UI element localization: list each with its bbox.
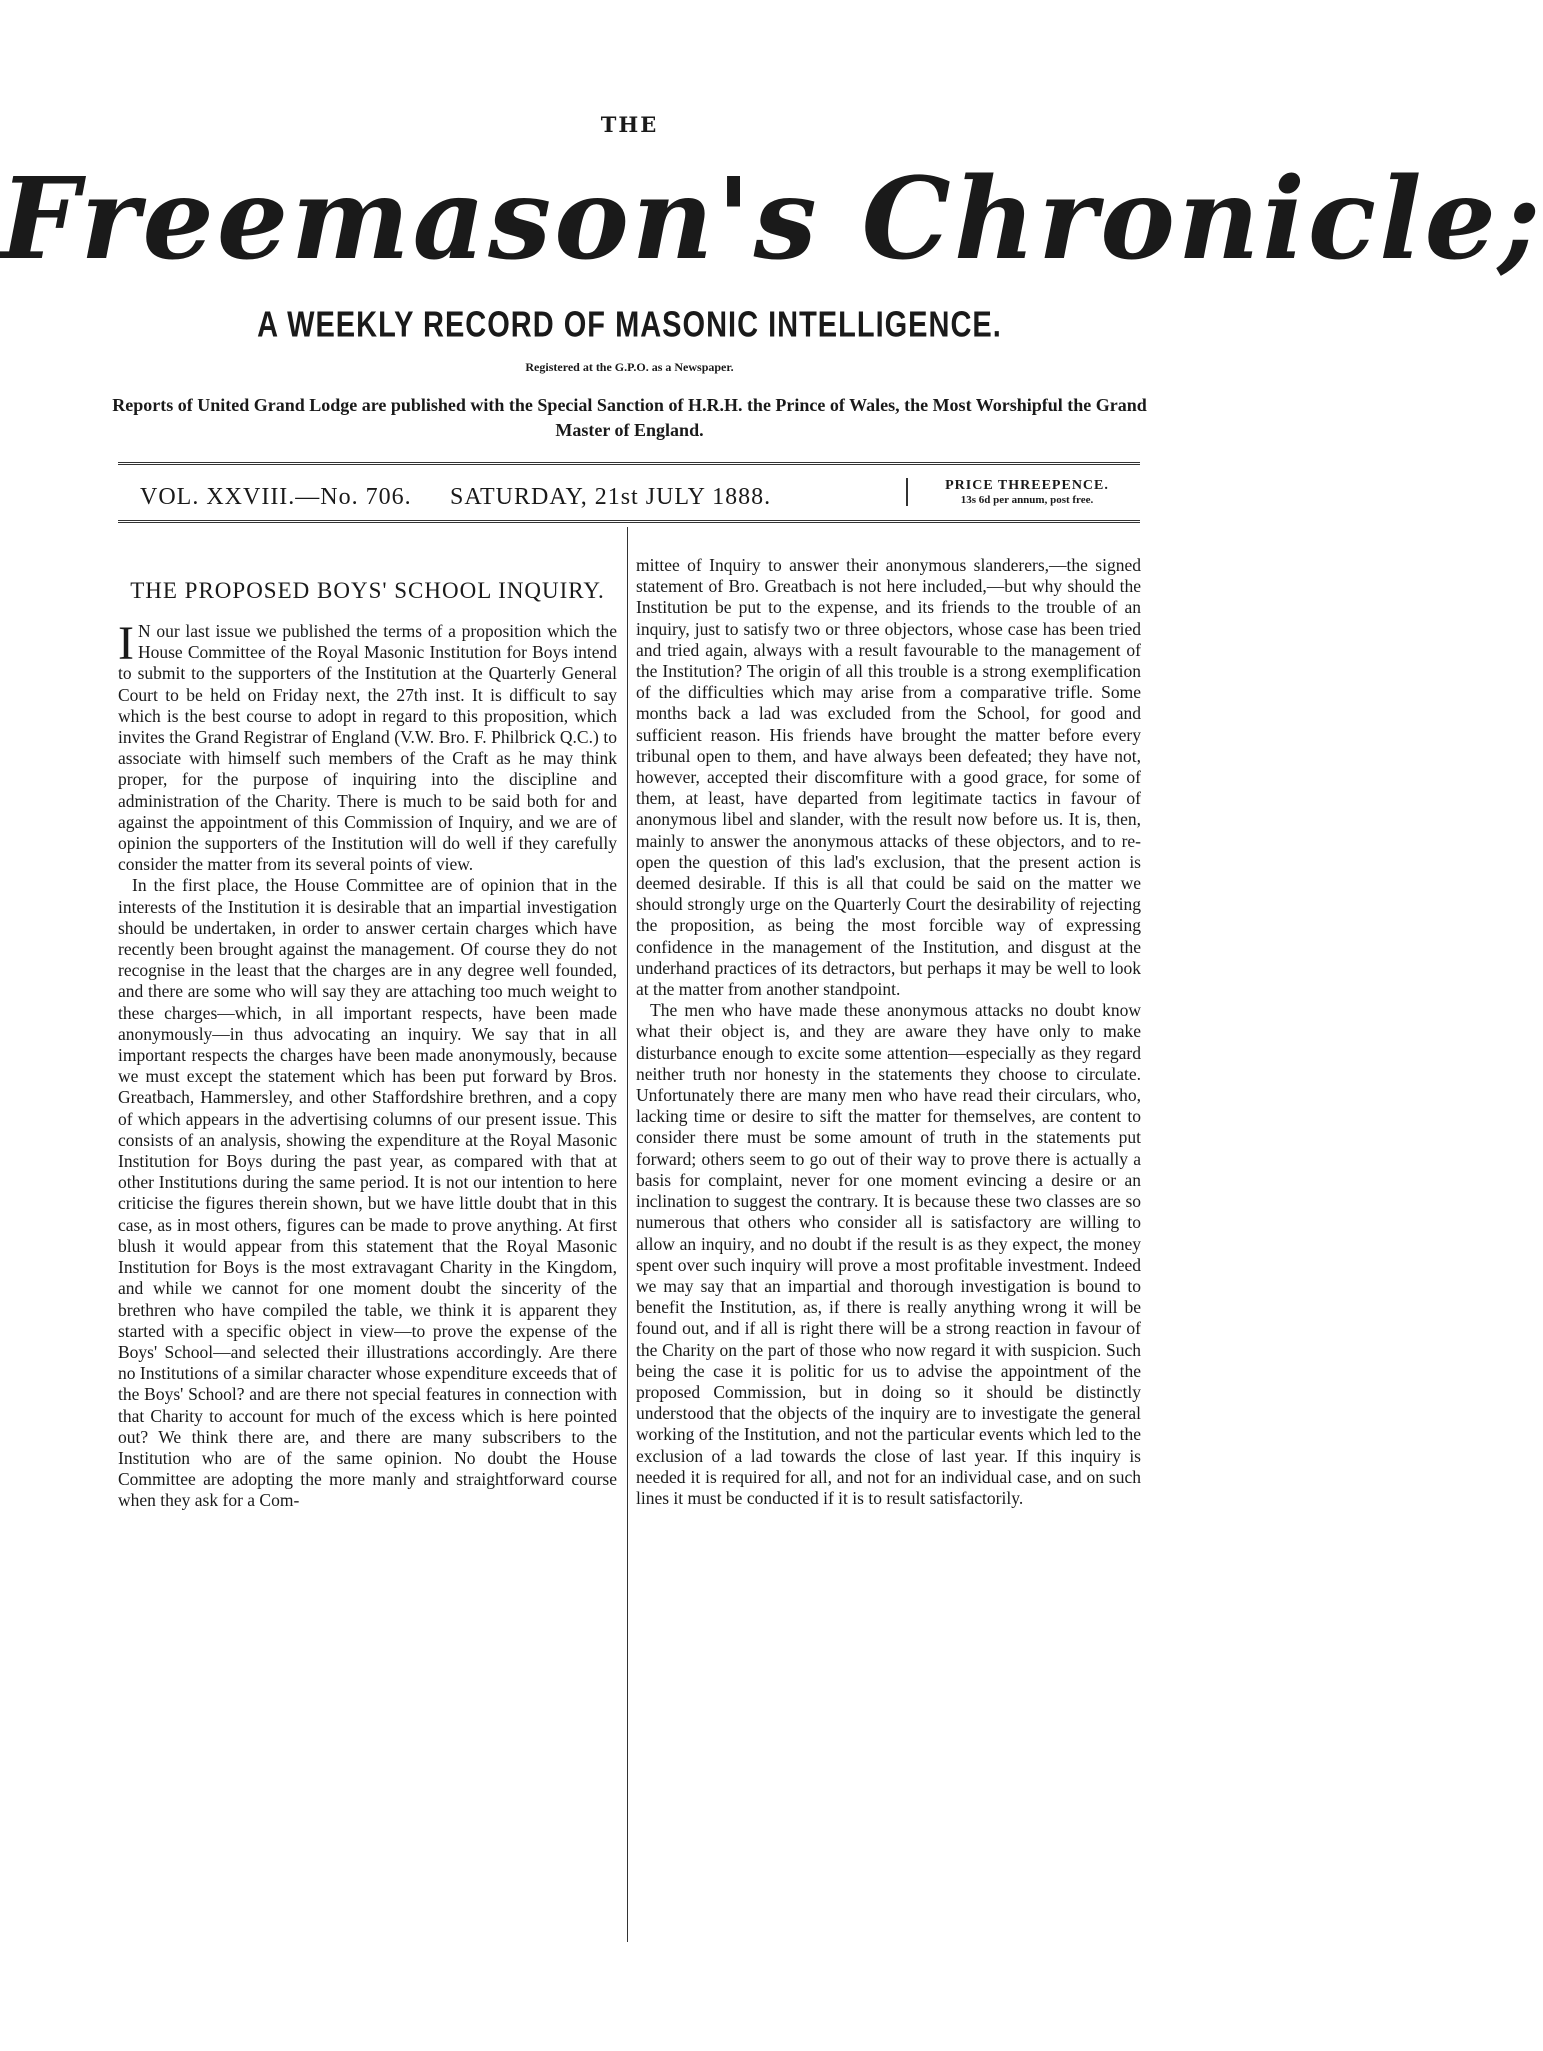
right-column <box>636 555 1141 1509</box>
price-box <box>906 478 1142 506</box>
header-rule-bottom <box>118 520 1140 523</box>
registration-note: Registered at the G.P.O. as a Newspaper. <box>525 360 734 374</box>
article-paragraph: mittee of Inquiry to answer their anonymous slanderers,—the signed statement of Bro. Greatbach is not here included,—but why should the Institution be put to the expense, and its friends to the trouble of an inquiry, just to satisfy two or three objectors, whose case has been tried and tried again, always with a result favourable to the management of the Institution? The origin of all this trouble is a strong exemplification of the difficulties which may arise from a comparative trifle. Some months back a lad was excluded from the School, for good and sufficient reason. His friends have brought the matter before every tribunal open to them, and have always been defeated; they have not, however, accepted their discomfiture with a good grace, for some of them, at least, have departed from legitimate tactics in favour of anonymous libel and slander, with the result now before us. It is, then, mainly to answer the anonymous attacks of these objectors, and to re-open the question of this lad's exclusion, that the present action is deemed desirable. If this is all that could be said on the matter we should strongly urge on the Quarterly Court the desirability of rejecting the proposition, as being the most forcible way of expressing confidence in the management of the Institution, and disgust at the underhand practices of its detractors, but perhaps it may be well to look at the matter from another standpoint. <box>636 555 1141 1000</box>
price-label: PRICE THREEPENCE. <box>945 478 1109 493</box>
drop-cap: I <box>118 617 134 670</box>
article-paragraph: In the first place, the House Committee are of opinion that in the interests of the Institution it is desirable that an impartial investigation should be undertaken, in order to answer certain charges which have recently been brought against the management. Of course they do not recognise in the least that the charges are in any degree well founded, and there are some who will say they are attaching too much weight to these charges—which, in all important respects, have been made anonymously—in thus advocating an inquiry. We say that in all important respects the charges have been made anonymously, because we must except the statement which has been put forward by Bros. Greatbach, Hammersley, and other Staffordshire brethren, and a copy of which appears in the advertising columns of our present issue. This consists of an analysis, showing the expenditure at the Royal Masonic Institution for Boys during the past year, as compared with that at other Institutions during the same period. It is not our intention to here criticise the figures therein shown, but we have little doubt that in this case, as in most others, figures can be made to prove anything. At first blush it would appear from this statement that the Royal Masonic Institution for Boys is the most extravagant Charity in the Kingdom, and while we cannot for one moment doubt the sincerity of the brethren who have compiled the table, we think it is apparent they started with a specific object in view—to prove the expense of the Boys' School—and selected their illustrations accordingly. Are there no Institutions of a similar character whose expenditure exceeds that of the Boys' School? and are there not special features in connection with that Charity to account for much of the excess which is here pointed out? We think there are, and there are many subscribers to the Institution who are of the same opinion. No doubt the House Committee are adopting the more manly and straightforward course when they ask for a Com- <box>118 875 617 1511</box>
masthead-title: Freemason's Chronicle; <box>0 154 1543 285</box>
header-rule-top <box>118 462 1140 465</box>
paragraph-text: N our last issue we published the terms of a proposition which the House Committee of the Royal Masonic Institution for Boys intend to submit to the supporters of the Institution at the Quarterly General Court to be held on Friday next, the 27th inst. It is difficult to say which is the best course to adopt in regard to this proposition, which invites the Grand Registrar of England (V.W. Bro. F. Philbrick Q.C.) to associate with himself such members of the Craft as he may think proper, for the purpose of inquiring into the discipline and administration of the Charity. There is much to be said both for and against the appointment of this Commission of Inquiry, and we are of opinion the supporters of the Institution will do well if they carefully consider the matter from its several points of view. <box>118 621 617 875</box>
article-headline: THE PROPOSED BOYS' SCHOOL INQUIRY. <box>130 578 605 603</box>
reports-notice: Reports of United Grand Lodge are published with the Special Sanction of H.R.H. the Prince of Wales, the Most Worshipful the Grand Master of England. <box>112 395 1147 440</box>
volume-number: VOL. XXVIII.—No. 706. <box>140 484 412 510</box>
left-column <box>118 577 617 1512</box>
issue-line <box>118 478 1140 518</box>
issue-date: SATURDAY, 21st JULY 1888. <box>450 484 772 510</box>
column-divider <box>627 527 628 1942</box>
masthead-the: THE <box>600 112 659 137</box>
masthead-subtitle: A WEEKLY RECORD OF MASONIC INTELLIGENCE. <box>257 305 1002 345</box>
article-paragraph: The men who have made these anonymous attacks no doubt know what their object is, and they are aware they have only to make disturbance enough to excite some attention—especially as they regard neither truth nor honesty in the statements they choose to circulate. Unfortunately there are many men who have read their circulars, who, lacking time or desire to sift the matter for themselves, are content to consider there must be some amount of truth in the statements put forward; others seem to go out of their way to prove there is actually a basis for complaint, never for one moment evincing a desire or an inclination to suggest the contrary. It is because these two classes are so numerous that others who consider all is satisfactory are willing to allow an inquiry, and no doubt if the result is as they expect, the money spent over such inquiry will prove a most profitable investment. Indeed we may say that an impartial and thorough investigation is bound to benefit the Institution, as, if there is really anything wrong it will be found out, and if all is right there will be a strong reaction in favour of the Charity on the part of those who now regard it with suspicion. Such being the case it is politic for us to advise the appointment of the proposed Commission, but in doing so it should be distinctly understood that the objects of the inquiry are to investigate the general working of the Institution, and not the particular events which led to the exclusion of a lad towards the close of last year. If this inquiry is needed it is required for all, and not for an individual case, and on such lines it must be conducted if it is to result satisfactorily. <box>636 1000 1141 1508</box>
subscription-label: 13s 6d per annum, post free. <box>960 494 1094 506</box>
article-paragraph <box>118 617 617 875</box>
